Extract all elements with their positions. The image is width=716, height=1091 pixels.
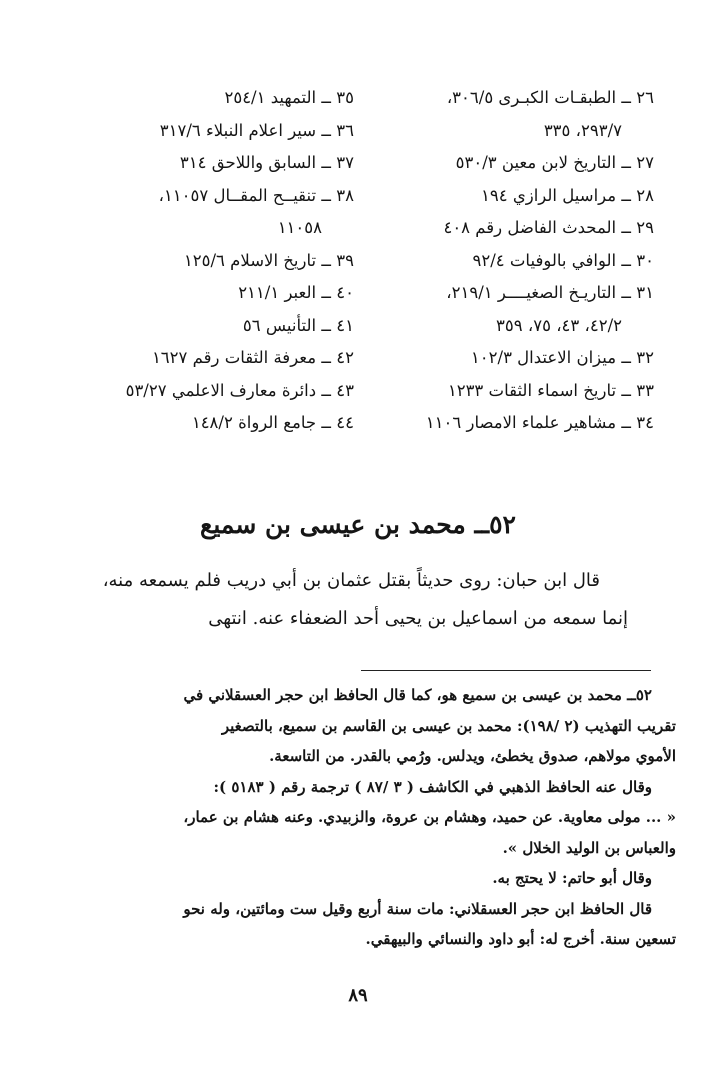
reference-item: ٢٦ ــ الطبقـات الكبـرى ٣٠٦/٥،	[446, 88, 654, 107]
reference-item: ٢٨ ــ مراسيل الرازي ١٩٤	[481, 185, 654, 205]
reference-item: ٣٤ ــ مشاهير علماء الامصار ١١٠٦	[425, 413, 654, 432]
reference-item: ٣٧ ــ السابق واللاحق ٣١٤	[179, 153, 354, 172]
reference-item: ٣٢ ــ ميزان الاعتدال ١٠٢/٣	[470, 348, 654, 367]
footnote-line: وقال أبو حاتم: لا يحتج به.	[492, 869, 652, 887]
references-left-column	[69, 82, 354, 440]
reference-item: ٣٠ ــ الوافي بالوفيات ٩٢/٤	[472, 250, 654, 270]
reference-item: ٣٩ ــ تاريخ الاسلام ١٢٥/٦	[183, 250, 354, 270]
reference-item: ٤٣ ــ دائرة معارف الاعلمي ٥٣/٢٧	[125, 380, 354, 400]
footnote-line: « ... مولى معاوية. عن حميد، وهشام بن عروة، والزبيدي. وعنه هشام بن عمار،	[183, 808, 676, 826]
reference-item: ٢٧ ــ التاريخ لابن معين ٥٣٠/٣	[455, 153, 654, 172]
footnote-line: تقريب التهذيب (٢ /١٩٨): محمد بن عيسى بن القاسم بن سميع، بالتصغير	[221, 716, 676, 735]
reference-item: ٤٤ ــ جامع الرواة ١٤٨/٢	[191, 413, 354, 432]
footnote-line: وقال عنه الحافظ الذهبي في الكاشف ( ٣ /٨٧ ) ترجمة رقم ( ٥١٨٣ ):	[213, 777, 652, 796]
page-number: ٨٩	[348, 985, 368, 1006]
reference-continuation: ٢٩٣/٧، ٣٣٥	[543, 120, 622, 140]
reference-item: ٣٨ ــ تنقيــح المقــال ١١٠٥٧،	[158, 185, 354, 205]
reference-item: ٣٥ ــ التمهيد ٢٥٤/١	[224, 88, 354, 107]
reference-continuation: ١١٠٥٨	[277, 218, 322, 237]
footnote-line: الأموي مولاهم، صدوق يخطئ، ويدلس. ورُمي بالقدر. من التاسعة.	[269, 747, 676, 765]
reference-item: ٣١ ــ التاريـخ الصغيــــر ٢١٩/١،	[446, 283, 654, 302]
footnote-line: تسعين سنة. أخرج له: أبو داود والنسائي والبيهقي.	[365, 930, 676, 948]
section-body	[68, 562, 628, 638]
reference-item: ٣٦ ــ سير اعلام النبلاء ٣١٧/٦	[159, 120, 354, 140]
references-list	[54, 82, 654, 442]
footnote-line: ٥٢ــ محمد بن عيسى بن سميع هو، كما قال الحافظ ابن حجر العسقلاني في	[183, 686, 652, 704]
reference-item: ٤٢ ــ معرفة الثقات رقم ١٦٢٧	[151, 348, 354, 367]
footnote	[36, 680, 676, 955]
footnote-divider	[361, 670, 651, 671]
body-line: إنما سمعه من اسماعيل بن يحيى أحد الضعفاء عنه. انتهى	[208, 608, 628, 629]
section-heading: ٥٢ــ محمد بن عيسى بن سميع	[200, 510, 516, 539]
reference-item: ٢٩ ــ المحدث الفاضل رقم ٤٠٨	[443, 218, 654, 237]
footnote-line: قال الحافظ ابن حجر العسقلاني: مات سنة أربع وقيل ست ومائتين، وله نحو	[183, 899, 652, 918]
footnote-line: والعباس بن الوليد الخلال ».	[502, 838, 676, 857]
body-line: قال ابن حبان: روى حديثاً بقتل عثمان بن أبي دريب فلم يسمعه منه،	[102, 570, 600, 591]
reference-item: ٤٠ ــ العبر ٢١١/١	[238, 283, 354, 302]
reference-item: ٤١ ــ التأنيس ٥٦	[242, 315, 354, 335]
references-right-column	[369, 82, 654, 440]
reference-continuation: ٤٢/٢، ٤٣، ٧٥، ٣٥٩	[496, 315, 622, 335]
reference-item: ٣٣ ــ تاريخ اسماء الثقات ١٢٣٣	[447, 380, 654, 400]
